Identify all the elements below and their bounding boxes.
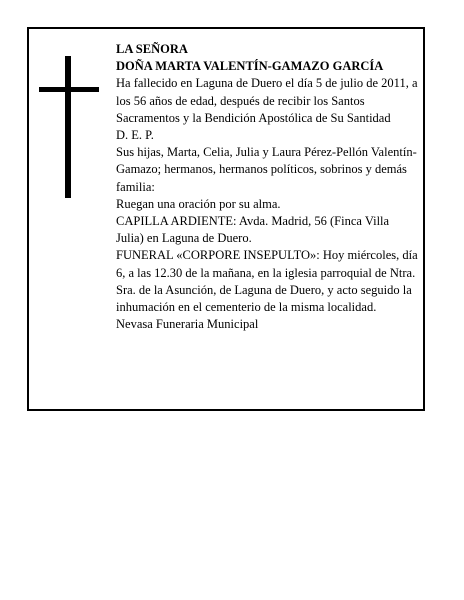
funeral-info: FUNERAL «CORPORE INSEPULTO»: Hoy miércoles, día 6, a las 12.30 de la mañana, en la iglesia parroquial de Ntra. Sra. de la Asunción, de Laguna de Duero, y acto seguido la inhumación en el cementerio de la misma localidad. — [116, 248, 418, 315]
obituary-notice — [27, 27, 425, 411]
death-announcement: Ha fallecido en Laguna de Duero el día 5 de julio de 2011, a los 56 años de edad, después de recibir los Santos Sacramentos y la Bendición Apostólica de Su Santidad — [116, 76, 418, 125]
prayer-request: Ruegan una oración por su alma. — [116, 196, 281, 211]
chapel-info: CAPILLA ARDIENTE: Avda. Madrid, 56 (Finca Villa Julia) en Laguna de Duero. — [116, 214, 390, 246]
notice-text — [116, 41, 418, 333]
rest-in-peace: D. E. P. — [116, 128, 154, 143]
deceased-name: DOÑA MARTA VALENTÍN-GAMAZO GARCÍA — [116, 59, 384, 74]
cross-vertical-bar — [65, 56, 71, 198]
cross-horizontal-bar — [39, 87, 99, 92]
notice-title-line-1: LA SEÑORA — [116, 42, 188, 56]
funeral-home: Nevasa Funeraria Municipal — [116, 317, 259, 332]
family-list: Sus hijas, Marta, Celia, Julia y Laura Pérez-Pellón Valentín-Gamazo; hermanos, hermanos políticos, sobrinos y demás familia: — [116, 145, 417, 194]
latin-cross-icon — [39, 56, 101, 198]
